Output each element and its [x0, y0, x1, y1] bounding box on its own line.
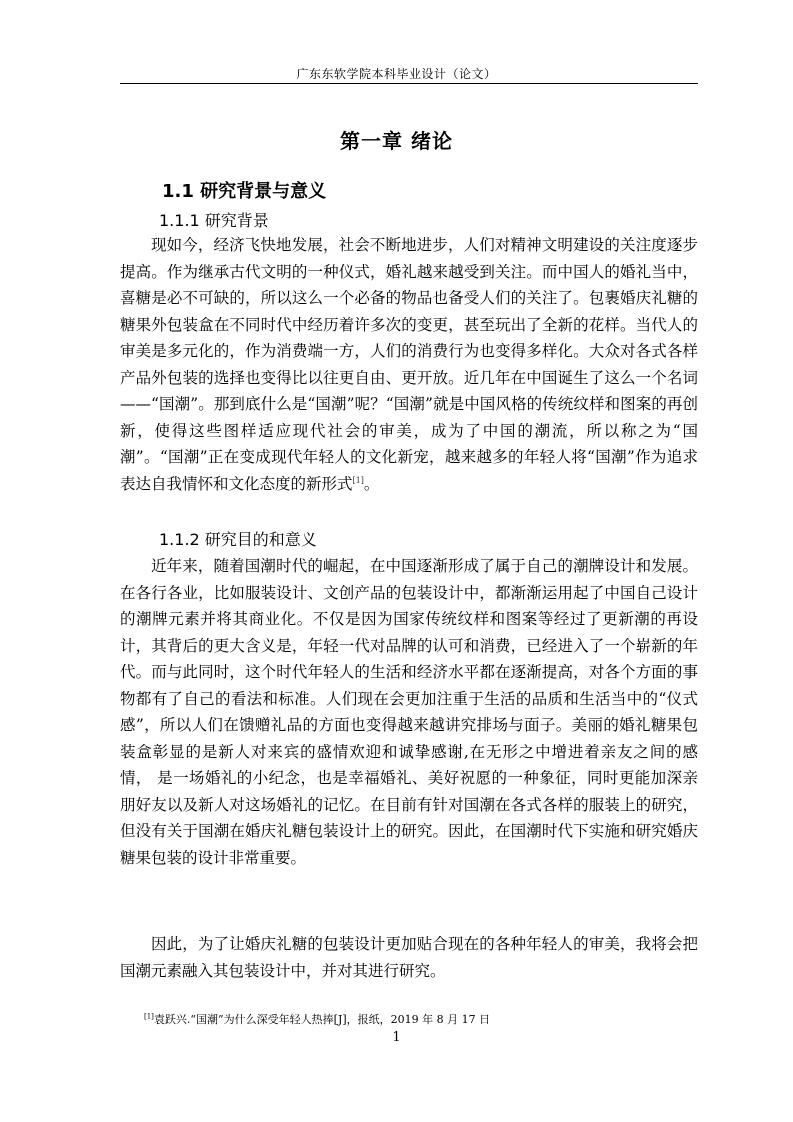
paragraph-research-purpose: 近年来，随着国潮时代的崛起，在中国逐渐形成了属于自己的潮牌设计和发展。在各行各业，比如服装设计、文创产品的包装设计中，都渐渐运用起了中国自己设计的潮牌元素并将其商业化。不仅是因为国家传统纹样和图案等经过了更新潮的再设计，其背后的更大含义是，年轻一代对品牌的认可和消费，已经进入了一个崭新的年代。而与此同时，这个时代年轻人的生活和经济水平都在逐渐提高，对各个方面的事物都有了自己的看法和标准。人们现在会更加注重于生活的品质和生活当中的“仪式感”，所以人们在馈赠礼品的方面也变得越来越讲究排场与面子。美丽的婚礼糖果包装盒彰显的是新人对来宾的盛情欢迎和诚挚感谢,在无形之中增进着亲友之间的感情， 是一场婚礼的小纪念，也是幸福婚礼、美好祝愿的一种象征，同时更能加深亲朋好友以及新人对这场婚礼的记忆。在目前有针对国潮在各式各样的服装上的研究，但没有关于国潮在婚庆礼糖包装设计上的研究。因此，在国潮时代下实施和研究婚庆糖果包装的设计非常重要。: [120, 557, 698, 867]
paragraph-end: 。: [363, 474, 380, 493]
footnote: [144, 1011, 490, 1027]
citation-mark[interactable]: [1]: [352, 475, 364, 485]
section-heading-1-1: 1.1 研究背景与意义: [162, 181, 327, 202]
paragraph-text: 现如今，经济飞快地发展，社会不断地进步，人们对精神文明建设的关注度逐步提高。作为继承古代文明的一种仪式，婚礼越来越受到关注。而中国人的婚礼当中，喜糖是必不可缺的，所以这么一个必备的物品也备受人们的关注了。包裹婚庆礼糖的糖果外包装盒在不同时代中经历着许多次的变更，甚至玩出了全新的花样。当代人的审美是多元化的，作为消费端一方，人们的消费行为也变得多样化。大众对各式各样产品外包装的选择也变得比以往更自由、更开放。近几年在中国诞生了这么一个名词——“国潮”。那到底什么是“国潮”呢？“国潮”就是中国风格的传统纹样和图案的再创新，使得这些图样适应现代社会的审美，成为了中国的潮流，所以称之为“国潮”。“国潮”正在变成现代年轻人的文化新宠，越来越多的年轻人将“国潮”作为追求表达自我情怀和文化态度的新形式: [120, 236, 698, 493]
chapter-title: 第一章 绪论: [340, 129, 453, 153]
section-heading-1-1-2: 1.1.2 研究目的和意义: [159, 530, 317, 549]
footnote-text: 袁跃兴.“国潮”为什么深受年轻人热捧[J]，报纸，2019 年 8 月 17 日: [153, 1013, 491, 1026]
section-heading-1-1-1: 1.1.1 研究背景: [159, 211, 269, 230]
paragraph-conclusion: 因此，为了让婚庆礼糖的包装设计更加贴合现在的各种年轻人的审美，我将会把国潮元素融入其包装设计中，并对其进行研究。: [120, 935, 698, 980]
running-header: 广东东软学院本科毕业设计（论文）: [296, 67, 497, 81]
paragraph-research-background: [120, 232, 698, 497]
footnote-mark: [1]: [144, 1012, 154, 1021]
header-divider: [120, 83, 698, 84]
page-number: 1: [392, 1030, 401, 1045]
